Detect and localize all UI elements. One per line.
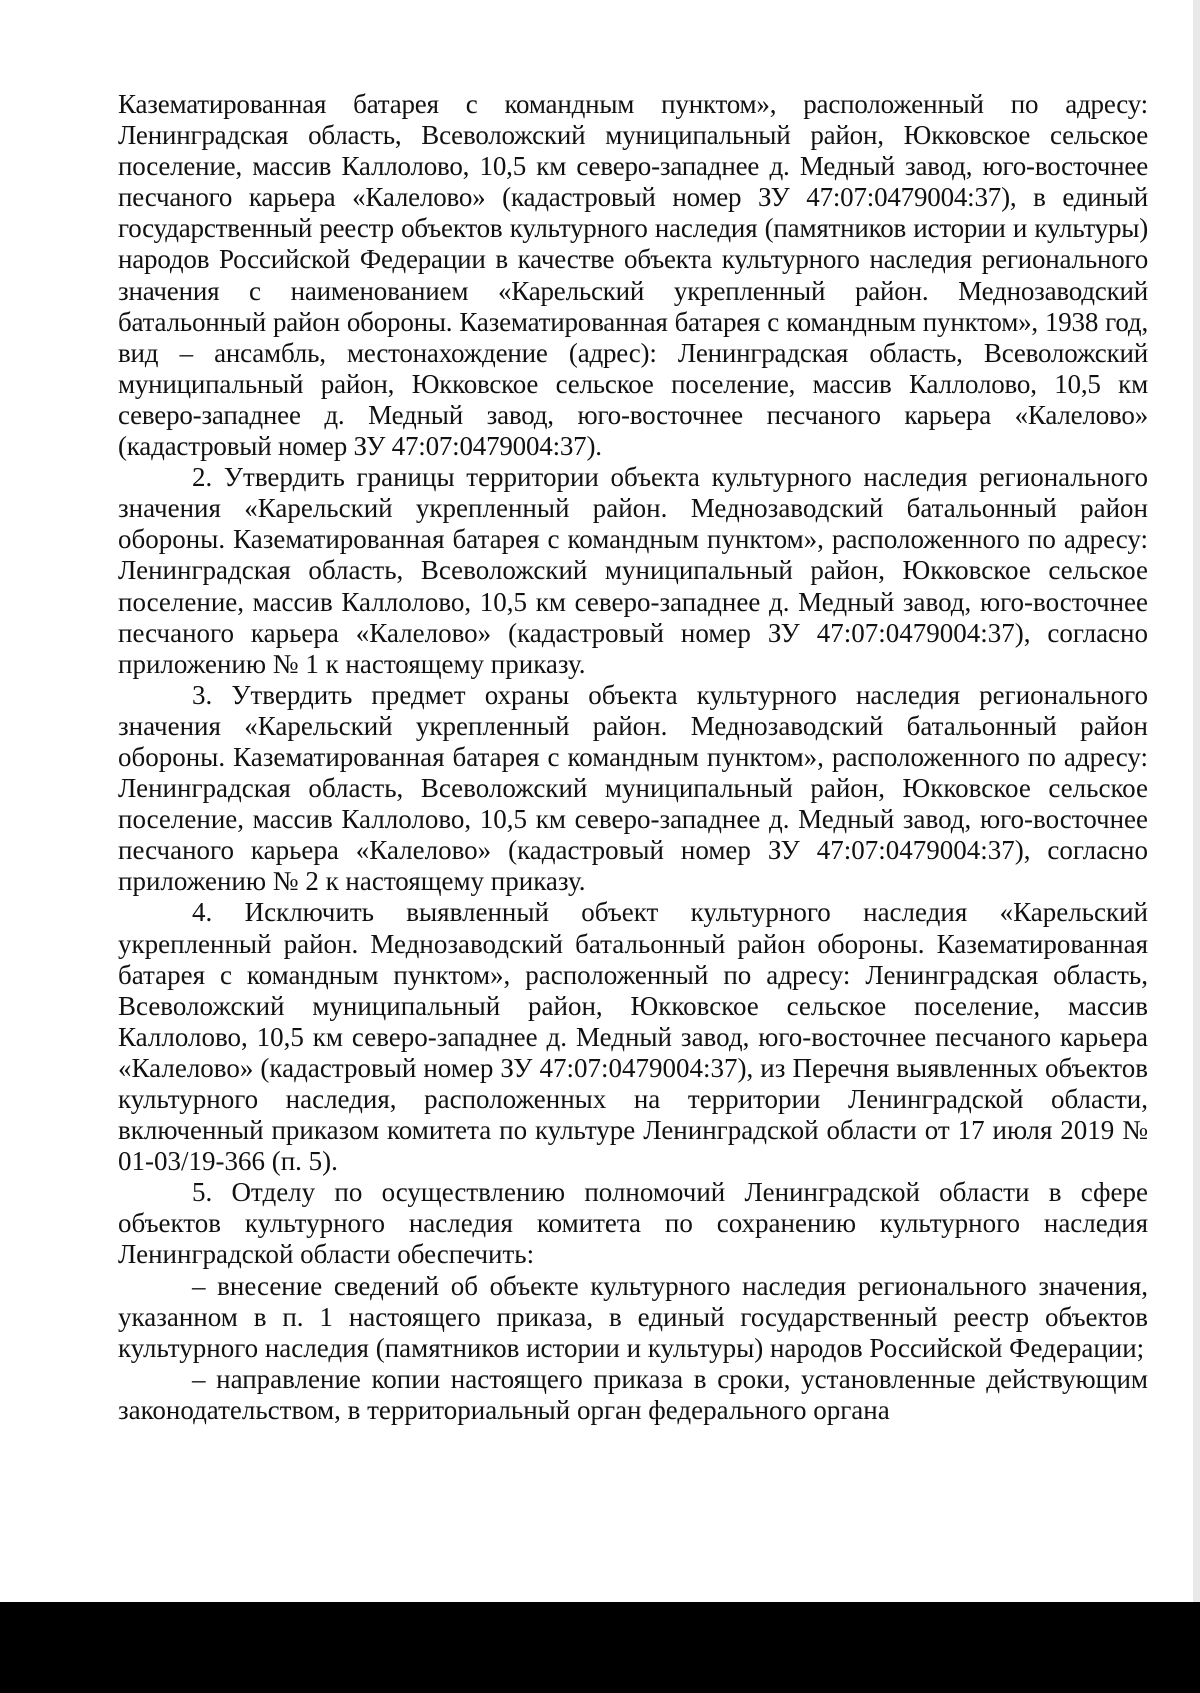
paragraph-item-2: 2. Утвердить границы территории объекта культурного наследия регионального значения «Карельский укрепленный район. Меднозаводский батальонный район обороны. Казематированная батарея с командным пунктом», расположенного по адресу: Ленинградская область, Всеволожский муниципальный район, Юкковское сельское поселение, массив Каллолово, 10,5 км северо-западнее д. Медный завод, юго-восточнее песчаного карьера «Калелово» (кадастровый номер ЗУ 47:07:0479004:37), согласно приложению № 1 к настоящему приказу. — [118, 462, 1148, 679]
document-body — [118, 89, 1148, 1426]
page-edge-shadow — [1193, 0, 1200, 1602]
scanner-bottom-band — [0, 1602, 1200, 1693]
paragraph-item-4: 4. Исключить выявленный объект культурного наследия «Карельский укрепленный район. Меднозаводский батальонный район обороны. Казематированная батарея с командным пунктом», расположенный по адресу: Ленинградская область, Всеволожский муниципальный район, Юкковское сельское поселение, массив Каллолово, 10,5 км северо-западнее д. Медный завод, юго-восточнее песчаного карьера «Калелово» (кадастровый номер ЗУ 47:07:0479004:37), из Перечня выявленных объектов культурного наследия, расположенных на территории Ленинградской области, включенный приказом комитета по культуре Ленинградской области от 17 июля 2019 № 01-03/19-366 (п. 5). — [118, 897, 1148, 1177]
paragraph-continuation: Казематированная батарея с командным пунктом», расположенный по адресу: Ленинградская область, Всеволожский муниципальный район, Юкковское сельское поселение, массив Каллолово, 10,5 км северо-западнее д. Медный завод, юго-восточнее песчаного карьера «Калелово» (кадастровый номер ЗУ 47:07:0479004:37), в единый государственный реестр объектов культурного наследия (памятников истории и культуры) народов Российской Федерации в качестве объекта культурного наследия регионального значения с наименованием «Карельский укрепленный район. Меднозаводский батальонный район обороны. Казематированная батарея с командным пунктом», 1938 год, вид – ансамбль, местонахождение (адрес): Ленинградская область, Всеволожский муниципальный район, Юкковское сельское поселение, массив Каллолово, 10,5 км северо-западнее д. Медный завод, юго-восточнее песчаного карьера «Калелово» (кадастровый номер ЗУ 47:07:0479004:37). — [118, 89, 1148, 462]
paragraph-item-5-dash-2: – направление копии настоящего приказа в сроки, установленные действующим законодательством, в территориальный орган федерального органа — [118, 1363, 1148, 1425]
paragraph-item-5-dash-1: – внесение сведений об объекте культурного наследия регионального значения, указанном в п. 1 настоящего приказа, в единый государственный реестр объектов культурного наследия (памятников истории и культуры) народов Российской Федерации; — [118, 1270, 1148, 1363]
paragraph-item-3: 3. Утвердить предмет охраны объекта культурного наследия регионального значения «Карельский укрепленный район. Меднозаводский батальонный район обороны. Казематированная батарея с командным пунктом», расположенного по адресу: Ленинградская область, Всеволожский муниципальный район, Юкковское сельское поселение, массив Каллолово, 10,5 км северо-западнее д. Медный завод, юго-восточнее песчаного карьера «Калелово» (кадастровый номер ЗУ 47:07:0479004:37), согласно приложению № 2 к настоящему приказу. — [118, 679, 1148, 897]
paragraph-item-5: 5. Отделу по осуществлению полномочий Ленинградской области в сфере объектов культурного наследия комитета по сохранению культурного наследия Ленинградской области обеспечить: — [118, 1177, 1148, 1270]
